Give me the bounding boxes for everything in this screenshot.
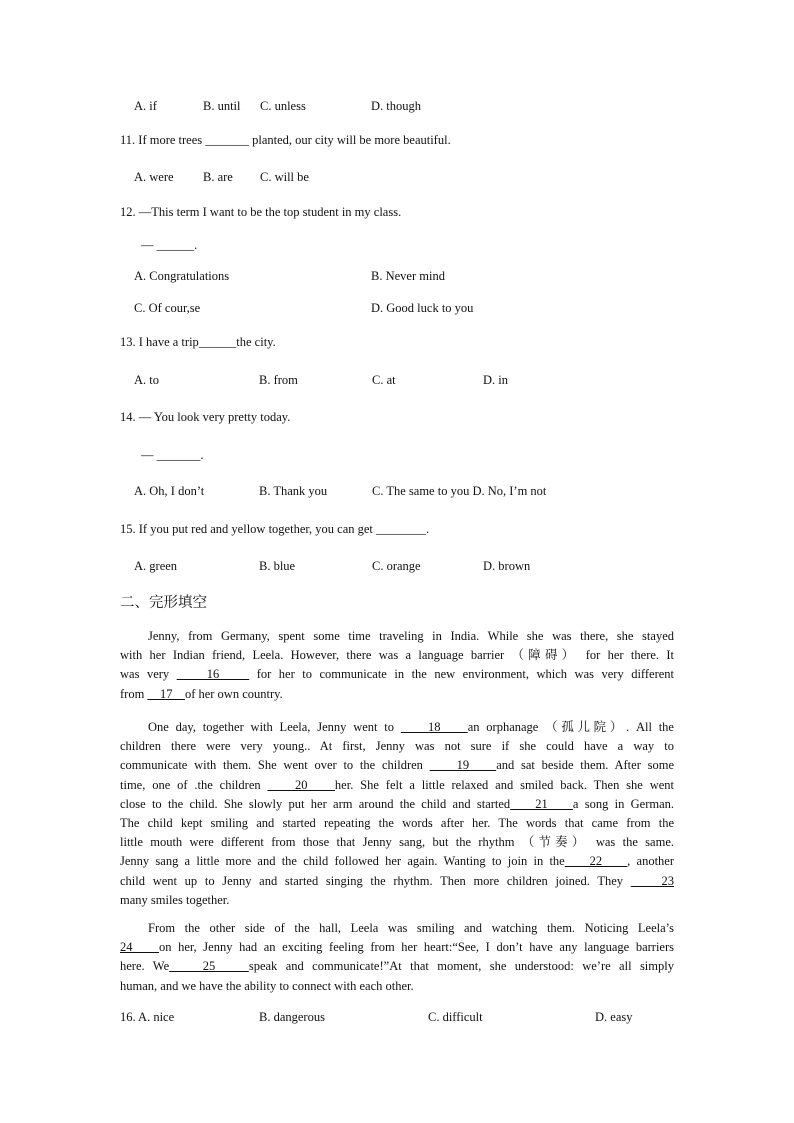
passage-paragraph-3 [120, 919, 674, 996]
q15-option-b: B. blue [259, 559, 296, 573]
passage-line: child went up to Jenny and started singing the rhythm. Then more children joined. They 23 [120, 873, 674, 888]
blank-20: 20 [267, 777, 335, 792]
blank-17: 17 [147, 686, 185, 701]
q16-option-a: 16. A. nice [120, 1010, 175, 1024]
q13-stem: 13. I have a trip______the city. [120, 335, 276, 349]
q12-option-b: B. Never mind [371, 269, 445, 283]
section-heading: 二、完形填空 [120, 595, 207, 611]
passage-line: little mouth were different from those that Jenny sang, but the rhythm （节奏） was the same. [120, 835, 674, 850]
passage-line: human, and we have the ability to connect with each other. [120, 978, 414, 993]
q13-option-b: B. from [259, 373, 298, 387]
blank-22: 22 [564, 854, 628, 869]
q13-option-d: D. in [483, 373, 508, 387]
q11-option-b: B. are [203, 170, 233, 184]
q11-option-a: A. were [134, 170, 174, 184]
passage-line: from 17 of her own country. [120, 686, 283, 701]
passage-line: Jenny, from Germany, spent some time traveling in India. While she was there, she stayed [148, 629, 674, 643]
q16-option-c: C. difficult [428, 1010, 483, 1024]
q12-option-d: D. Good luck to you [371, 301, 474, 315]
q15-stem: 15. If you put red and yellow together, you can get ________. [120, 522, 430, 536]
q14-option-cd: C. The same to you D. No, I’m not [372, 484, 547, 498]
passage-line: Jenny sang a little more and the child followed her again. Wanting to join in the 22 , another [120, 854, 675, 869]
q11-option-c: C. will be [260, 170, 309, 184]
passage-line: here. We 25 speak and communicate!”At that moment, she understood: we’re all simply [120, 959, 674, 974]
blank-25: 25 [169, 959, 249, 974]
passage-line: was very 16 for her to communicate in the new environment, which was very different [120, 667, 675, 682]
passage-line: close to the child. She slowly put her arm around the child and started 21 a song in German. [120, 796, 675, 811]
passage-line: One day, together with Leela, Jenny went to 18 an orphanage （孤儿院）. All the [148, 720, 674, 734]
passage-line: with her Indian friend, Leela. However, there was a language barrier （障碍） for her there. It [120, 648, 674, 663]
passage-line: children there were very young.. At first, Jenny was not sure if she could have a way to [120, 739, 674, 754]
blank-24: 24 [120, 940, 159, 955]
q15-option-a: A. green [134, 559, 178, 573]
q10-option-b: B. until [203, 99, 241, 113]
q12-reply: — ______. [141, 238, 198, 252]
q12-option-c: C. Of cour,se [134, 301, 201, 315]
q11-stem: 11. If more trees _______ planted, our city will be more beautiful. [120, 133, 451, 147]
q12-stem: 12. —This term I want to be the top student in my class. [120, 205, 402, 219]
q15-option-d: D. brown [483, 559, 531, 573]
passage-paragraph-1 [120, 627, 674, 704]
blank-21: 21 [510, 796, 573, 811]
passage-line: 24 on her, Jenny had an exciting feeling from her heart:“See, I don’t have any language barriers [120, 940, 675, 955]
blank-16: 16 [176, 667, 250, 682]
q14-stem: 14. — You look very pretty today. [120, 410, 291, 424]
passage-line: The child kept smiling and started repeating the words after her. The words that came from the [120, 815, 674, 830]
q16-option-d: D. easy [595, 1010, 633, 1024]
blank-18: 18 [400, 720, 468, 734]
passage-line: time, one of .the children 20 her. She felt a little relaxed and smiled back. Then she went [120, 777, 675, 792]
q13-option-c: C. at [372, 373, 396, 387]
blank-19: 19 [429, 758, 497, 773]
q10-option-a: A. if [134, 99, 157, 113]
blank-23: 23 [630, 873, 674, 888]
q14-reply: — _______. [141, 448, 204, 462]
q12-option-a: A. Congratulations [134, 269, 230, 283]
passage-line: communicate with them. She went over to the children 19 and sat beside them. After some [120, 758, 675, 773]
q14-option-b: B. Thank you [259, 484, 328, 498]
q13-option-a: A. to [134, 373, 159, 387]
passage-paragraph-2 [120, 718, 674, 910]
passage-line: many smiles together. [120, 892, 230, 907]
q14-option-a: A. Oh, I don’t [134, 484, 205, 498]
q15-option-c: C. orange [372, 559, 421, 573]
passage-line: From the other side of the hall, Leela was smiling and watching them. Noticing Leela’s [148, 921, 674, 935]
q10-option-c: C. unless [260, 99, 306, 113]
q10-option-d: D. though [371, 99, 421, 113]
q16-option-b: B. dangerous [259, 1010, 325, 1024]
